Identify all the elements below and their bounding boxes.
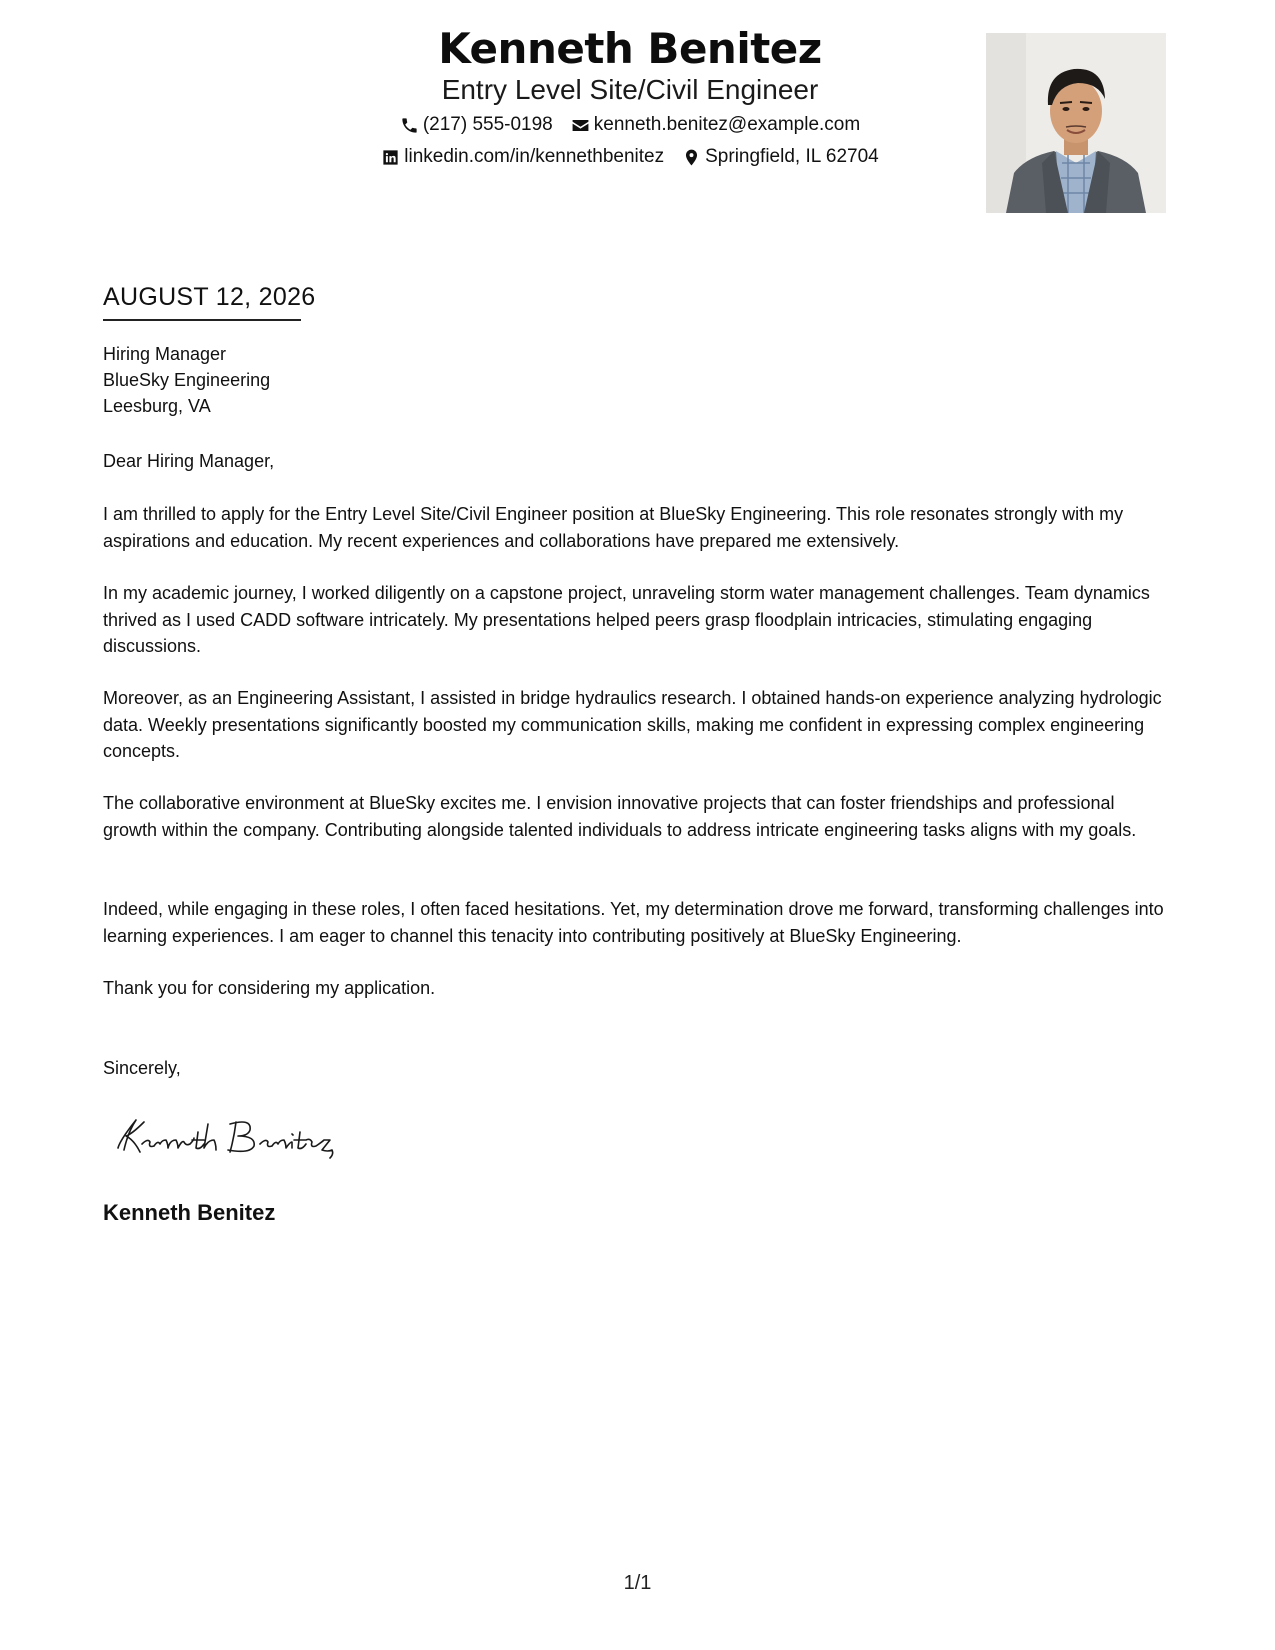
email-text: kenneth.benitez@example.com: [593, 114, 861, 135]
thanks-line: Thank you for considering my application.: [103, 978, 436, 998]
date-underline: [103, 319, 301, 321]
phone-text: (217) 555-0198: [422, 114, 553, 135]
contact-email[interactable]: [571, 112, 860, 138]
recipient-line: BlueSky Engineering: [103, 370, 271, 390]
phone-icon: [400, 116, 419, 135]
signed-name: Kenneth Benitez: [103, 1200, 276, 1225]
body-paragraph: Moreover, as an Engineering Assistant, I assisted in bridge hydraulics research. I obtained hands-on experience analyzing hydrologic data. Weekly presentations significantly boosted my communication skills, making me confident in expressing complex engineering concepts.: [103, 688, 1162, 761]
page-number: 1/1: [623, 1572, 652, 1594]
profile-photo: [986, 33, 1166, 213]
recipient-block: [103, 341, 1173, 419]
map-pin-icon: [682, 148, 701, 167]
contact-phone[interactable]: [400, 112, 553, 138]
recipient-line: Hiring Manager: [103, 344, 227, 364]
body-paragraph: I am thrilled to apply for the Entry Level Site/Civil Engineer position at BlueSky Engineering. This role resonates strongly with my aspirations and education. My recent experiences and collaborations have prepared me extensively.: [103, 504, 1124, 551]
envelope-icon: [571, 116, 590, 135]
location-text: Springfield, IL 62704: [705, 146, 879, 167]
body-paragraph: In my academic journey, I worked diligently on a capstone project, unraveling storm water management challenges. Team dynamics thrived as I used CADD software intricately. My presentations helped peers grasp floodplain intricacies, stimulating engaging discussions.: [103, 583, 1150, 656]
applicant-name: Kenneth Benitez: [438, 24, 822, 73]
signature-drawing: [110, 1110, 360, 1160]
contact-location: [682, 144, 879, 170]
applicant-title: Entry Level Site/Civil Engineer: [441, 74, 819, 105]
handwritten-signature: [110, 1110, 360, 1160]
linkedin-text: linkedin.com/in/kennethbenitez: [404, 146, 665, 167]
body-paragraph: The collaborative environment at BlueSky excites me. I envision innovative projects that can foster friendships and professional growth within the company. Contributing alongside talented individuals to address intricate engineering tasks aligns with my goals.: [103, 793, 1137, 840]
linkedin-icon: [381, 148, 400, 167]
body-paragraph: Indeed, while engaging in these roles, I often faced hesitations. Yet, my determination drove me forward, transforming challenges into learning experiences. I am eager to channel this tenacity into contributing positively at BlueSky Engineering.: [103, 899, 1164, 946]
portrait-illustration: [986, 33, 1166, 213]
contact-linkedin[interactable]: [381, 144, 664, 170]
closing-line: Sincerely,: [103, 1058, 181, 1078]
recipient-line: Leesburg, VA: [103, 396, 211, 416]
letter-date: AUGUST 12, 2026: [103, 283, 316, 311]
salutation: Dear Hiring Manager,: [103, 451, 275, 471]
